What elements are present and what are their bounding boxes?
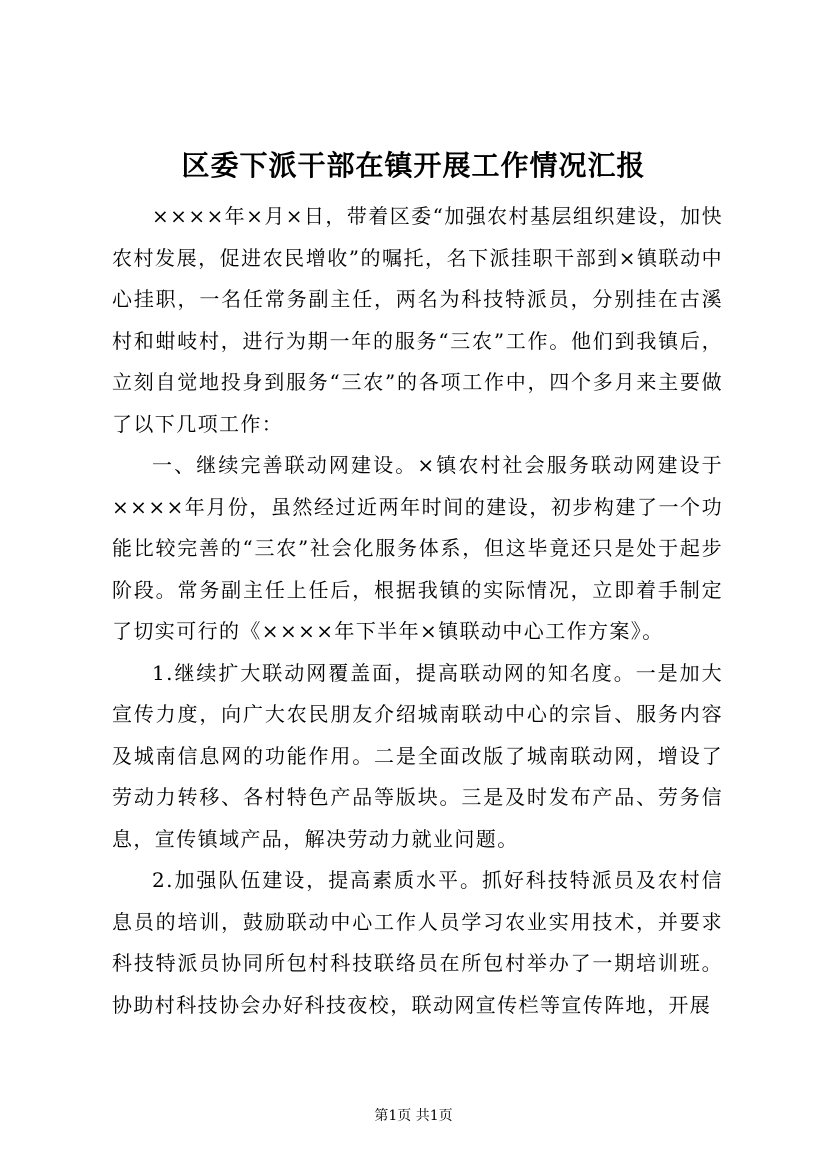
- paragraph-intro: ××××年×月×日，带着区委“加强农村基层组织建设，加快农村发展，促进农民增收”的嘱托，名下派挂职干部到×镇联动中心挂职，一名任常务副主任，两名为科技特派员，分别挂在古溪村和蚶岐村，进行为期一年的服务“三农”工作。他们到我镇后，立刻自觉地投身到服务“三农”的各项工作中，四个多月来主要做了以下几项工作：: [112, 204, 723, 436]
- paragraph-item-one: 1.继续扩大联动网覆盖面，提高联动网的知名度。一是加大宣传力度，向广大农民朋友介绍城南联动中心的宗旨、服务内容及城南信息网的功能作用。二是全面改版了城南联动网，增设了劳动力转移、各村特色产品等版块。三是及时发布产品、劳务信息，宣传镇域产品，解决劳动力就业问题。: [112, 660, 723, 851]
- paragraph-item-two: 2.加强队伍建设，提高素质水平。抓好科技特派员及农村信息员的培训，鼓励联动中心工作人员学习农业实用技术，并要求科技特派员协同所包村科技联络员在所包村举办了一期培训班。协助村科技协会办好科技夜校，联动网宣传栏等宣传阵地，开展: [112, 868, 723, 1017]
- document-body: [112, 196, 723, 1026]
- page-footer: 第1页 共1页: [374, 1108, 453, 1124]
- paragraph-section-one: 一、继续完善联动网建设。×镇农村社会服务联动网建设于××××年月份，虽然经过近两年时间的建设，初步构建了一个功能比较完善的“三农”社会化服务体系，但这毕竟还只是处于起步阶段。常务副主任上任后，根据我镇的实际情况，立即着手制定了切实可行的《××××年下半年×镇联动中心工作方案》。: [112, 453, 723, 643]
- document-title: 区委下派干部在镇开展工作情况汇报: [181, 149, 646, 182]
